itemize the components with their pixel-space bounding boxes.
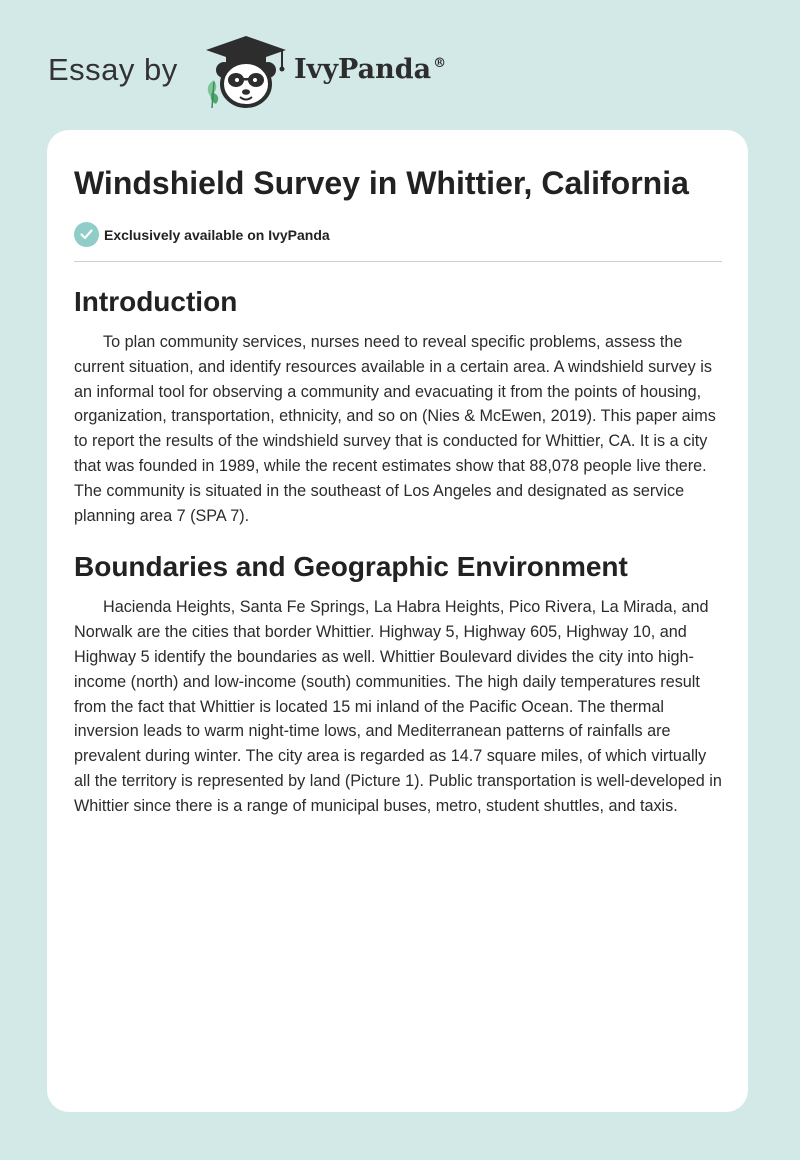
site-header [48,34,548,114]
section-introduction [74,280,724,528]
check-icon [74,222,99,247]
article-body [74,280,724,819]
page-title: Windshield Survey in Whittier, California [74,165,689,201]
registered-mark: ® [433,56,447,71]
panda-logo-icon[interactable] [202,34,290,110]
section-boundaries [74,545,724,818]
divider [74,261,722,262]
section-paragraph: Hacienda Heights, Santa Fe Springs, La Habra Heights, Pico Rivera, La Mirada, and Norwalk are the cities that border Whittier. Highway 5, Highway 605, Highway 10, and Highway 5 identify the boundaries as well. Whittier Boulevard divides the city into high-income (north) and low-income (south) communities. The high daily temperatures result from the fact that Whittier is located 15 mi inland of the Pacific Ocean. The thermal inversion leads to warm night-time lows, and Mediterranean patterns of rainfalls are prevalent during winter. The city area is regarded as 14.7 square miles, of which virtually all the territory is represented by land (Picture 1). Public transportation is well-developed in Whittier since there is a range of municipal buses, metro, student shuttles, and taxis. [74,598,722,815]
exclusive-badge [74,222,330,247]
section-heading: Boundaries and Geographic Environment [74,551,628,583]
exclusive-badge-text: Exclusively available on IvyPanda [104,226,330,243]
section-heading: Introduction [74,286,238,317]
essay-card [47,130,748,1112]
essay-by-label: Essay by [48,52,178,87]
brand-name[interactable] [294,54,446,85]
section-paragraph: To plan community services, nurses need to reveal specific problems, assess the current situation, and identify resources available in a certain area. A windshield survey is an informal tool for observing a community and evacuating it from the points of housing, organization, transportation, ethnicity, and so on (Nies & McEwen, 2019). This paper aims to report the results of the windshield survey that is conducted for Whittier, CA. It is a city that was founded in 1989, while the recent estimates show that 88,078 people live there. The community is situated in the southeast of Los Angeles and designated as service planning area 7 (SPA 7). [74,333,716,525]
brand-name-text: IvyPanda [294,54,432,85]
